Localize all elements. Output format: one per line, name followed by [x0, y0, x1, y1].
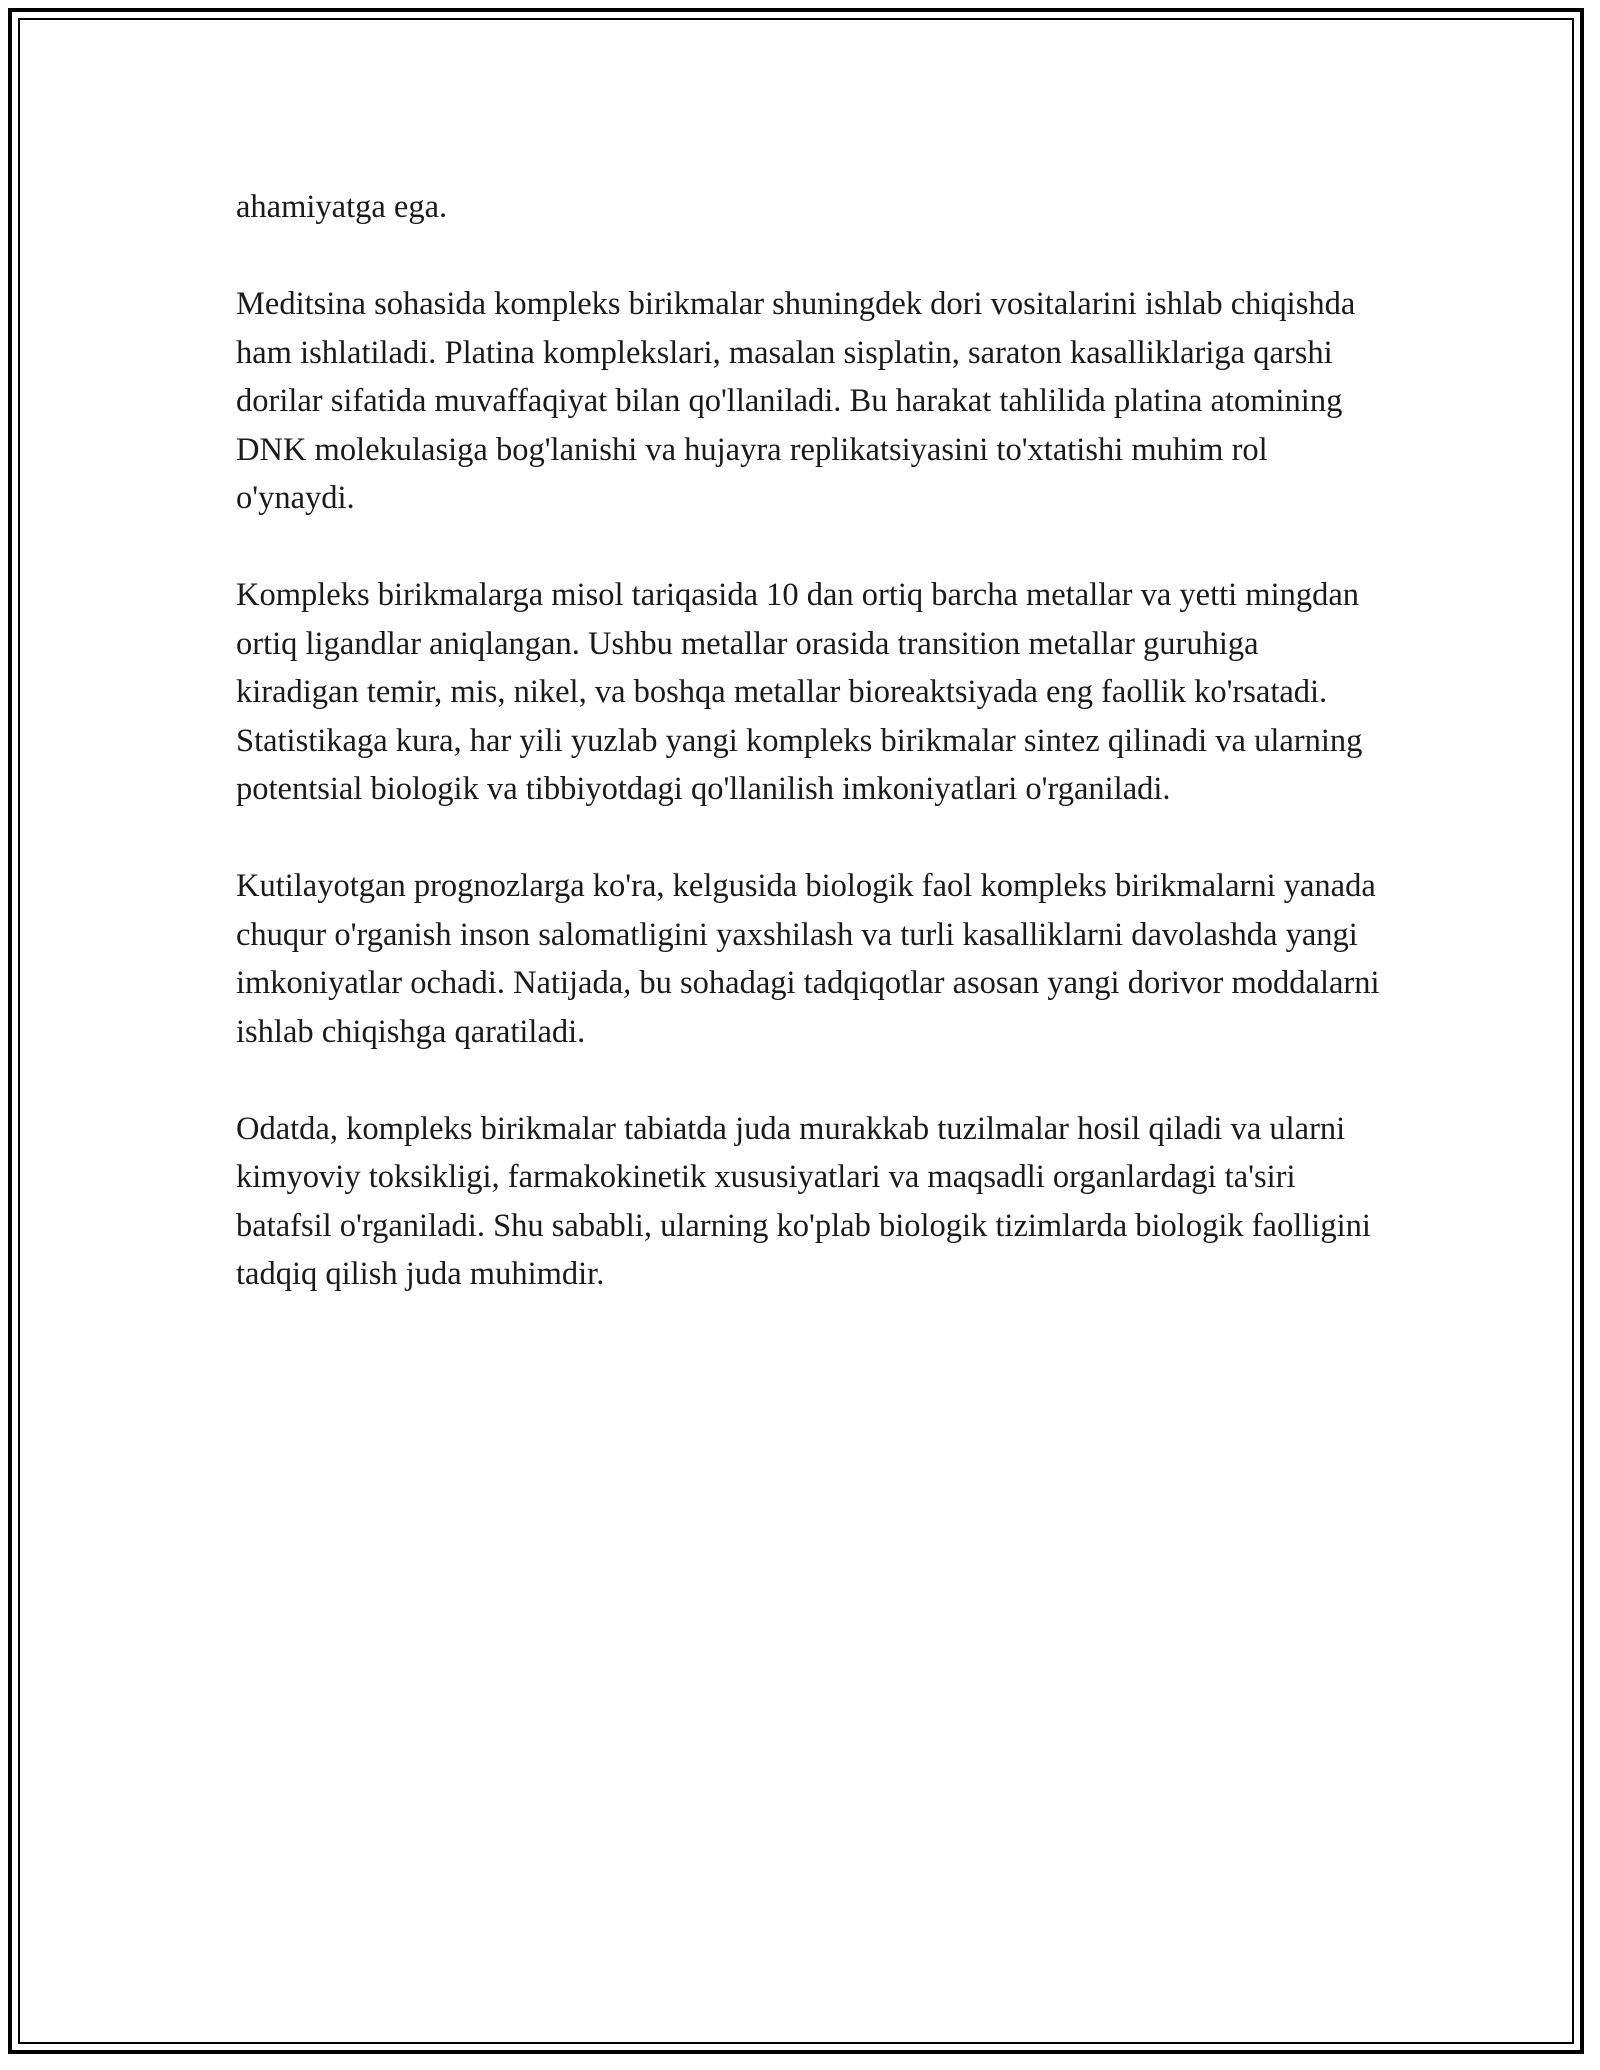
- paragraph-2: Meditsina sohasida kompleks birikmalar shuningdek dori vositalarini ishlab chiqishda ham ishlatiladi. Platina komplekslari, masalan sisplatin, saraton kasalliklariga qarshi dorilar sifatida muvaffaqiyat bilan qo'llaniladi. Bu harakat tahlilida platina atomining DNK molekulasiga bog'lanishi va hujayra replikatsiyasini to'xtatishi muhim rol o'ynaydi.: [236, 286, 1356, 516]
- document-body: [236, 183, 1381, 1347]
- paragraph-1: ahamiyatga ega.: [236, 189, 448, 225]
- paragraph-5: Odatda, kompleks birikmalar tabiatda juda murakkab tuzilmalar hosil qiladi va ularni kimyoviy toksikligi, farmakokinetik xususiyatlari va maqsadli organlardagi ta'siri batafsil o'rganiladi. Shu sababli, ularning ko'plab biologik tizimlarda biologik faolligini tadqiq qilish juda muhimdir.: [236, 1110, 1371, 1292]
- paragraph-4: Kutilayotgan prognozlarga ko'ra, kelgusida biologik faol kompleks birikmalarni yanada chuqur o'rganish inson salomatligini yaxshilash va turli kasalliklarni davolashda yangi imkoniyatlar ochadi. Natijada, bu sohadagi tadqiqotlar asosan yangi dorivor moddalarni ishlab chiqishga qaratiladi.: [236, 868, 1380, 1050]
- paragraph-3: Kompleks birikmalarga misol tariqasida 10 dan ortiq barcha metallar va yetti mingdan ortiq ligandlar aniqlangan. Ushbu metallar orasida transition metallar guruhiga kiradigan temir, mis, nikel, va boshqa metallar bioreaktsiyada eng faollik ko'rsatadi. Statistikaga kura, har yili yuzlab yangi kompleks birikmalar sintez qilinadi va ularning potentsial biologik va tibbiyotdagi qo'llanilish imkoniyatlari o'rganiladi.: [236, 577, 1363, 807]
